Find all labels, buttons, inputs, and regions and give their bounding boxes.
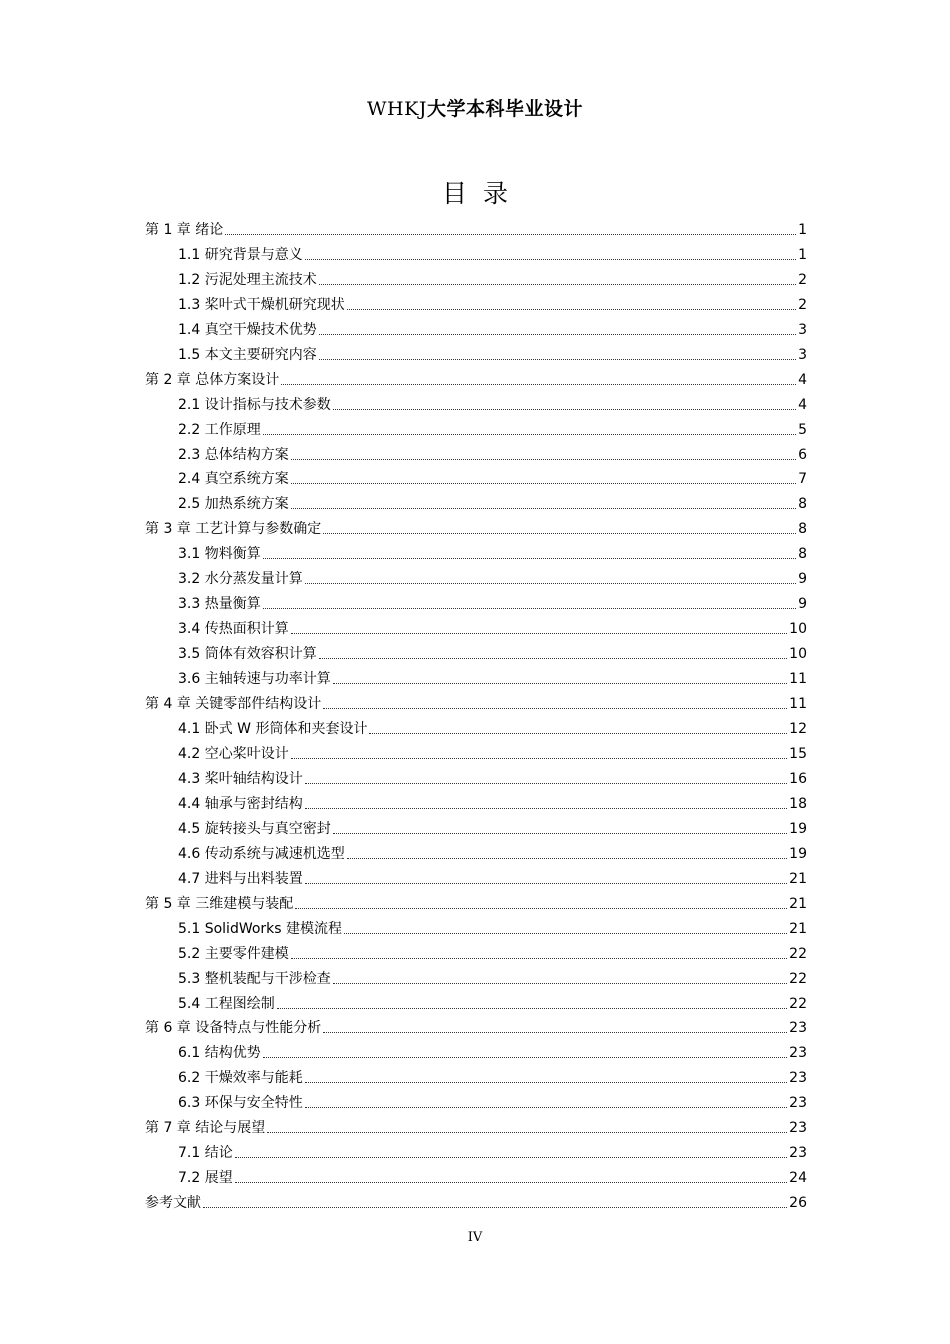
toc-chapter-entry[interactable] xyxy=(145,216,807,241)
toc-entry-page: 8 xyxy=(798,496,807,513)
toc-entry-label: 6.1 结构优势 xyxy=(178,1045,261,1062)
toc-section-entry[interactable] xyxy=(145,466,807,491)
toc-entry-page: 18 xyxy=(789,795,807,812)
toc-entry-label: 第 2 章 总体方案设计 xyxy=(145,371,280,388)
toc-section-entry[interactable] xyxy=(145,1089,807,1114)
toc-entry-page: 21 xyxy=(789,895,807,912)
dot-leader xyxy=(347,858,787,859)
toc-entry-label: 4.5 旋转接头与真空密封 xyxy=(178,820,331,837)
toc-section-entry[interactable] xyxy=(145,790,807,815)
dot-leader xyxy=(333,409,796,410)
toc-section-entry[interactable] xyxy=(145,391,807,416)
toc-entry-label: 4.6 传动系统与减速机选型 xyxy=(178,845,345,862)
toc-entry-page: 9 xyxy=(798,596,807,613)
toc-section-entry[interactable] xyxy=(145,341,807,366)
dot-leader xyxy=(267,1132,787,1133)
toc-entry-label: 2.1 设计指标与技术参数 xyxy=(178,396,331,413)
dot-leader xyxy=(263,1057,787,1058)
dot-leader xyxy=(281,384,796,385)
toc-entry-page: 22 xyxy=(789,995,807,1012)
toc-section-entry[interactable] xyxy=(145,815,807,840)
header-document-type: 大学本科毕业设计 xyxy=(426,98,583,120)
toc-entry-label: 1.4 真空干燥技术优势 xyxy=(178,321,317,338)
toc-entry-label: 第 6 章 设备特点与性能分析 xyxy=(145,1020,322,1037)
toc-entry-label: 4.4 轴承与密封结构 xyxy=(178,795,303,812)
toc-entry-label: 7.2 展望 xyxy=(178,1170,233,1187)
toc-entry-label: 6.2 干燥效率与能耗 xyxy=(178,1070,303,1087)
toc-entry-page: 26 xyxy=(789,1195,807,1212)
toc-entry-page: 23 xyxy=(789,1095,807,1112)
toc-entry-page: 23 xyxy=(789,1120,807,1137)
toc-section-entry[interactable] xyxy=(145,316,807,341)
dot-leader xyxy=(347,309,796,310)
toc-entry-label: 1.1 研究背景与意义 xyxy=(178,246,303,263)
toc-entry-label: 4.2 空心桨叶设计 xyxy=(178,745,289,762)
toc-entry-label: 3.4 传热面积计算 xyxy=(178,621,289,638)
toc-entry-page: 1 xyxy=(798,246,807,263)
toc-entry-label: 第 4 章 关键零部件结构设计 xyxy=(145,696,322,713)
toc-entry-page: 21 xyxy=(789,870,807,887)
toc-entry-label: 2.2 工作原理 xyxy=(178,421,261,438)
dot-leader xyxy=(319,284,796,285)
toc-section-entry[interactable] xyxy=(145,715,807,740)
dot-leader xyxy=(291,508,796,509)
dot-leader xyxy=(333,983,787,984)
running-header xyxy=(0,94,950,121)
dot-leader xyxy=(263,558,796,559)
toc-entry-label: 4.3 桨叶轴结构设计 xyxy=(178,770,303,787)
toc-section-entry[interactable] xyxy=(145,665,807,690)
toc-entry-page: 16 xyxy=(789,770,807,787)
dot-leader xyxy=(295,908,787,909)
dot-leader xyxy=(319,359,796,360)
toc-entry-page: 22 xyxy=(789,970,807,987)
dot-leader xyxy=(323,708,787,709)
dot-leader xyxy=(235,1182,787,1183)
toc-section-entry[interactable] xyxy=(145,840,807,865)
toc-section-entry[interactable] xyxy=(145,266,807,291)
dot-leader xyxy=(305,1107,787,1108)
dot-leader xyxy=(305,783,787,784)
toc-entry-label: 4.1 卧式 W 形筒体和夹套设计 xyxy=(178,721,368,738)
dot-leader xyxy=(333,683,787,684)
toc-entry-page: 9 xyxy=(798,571,807,588)
dot-leader xyxy=(319,658,787,659)
dot-leader xyxy=(291,958,787,959)
toc-entry-page: 6 xyxy=(798,446,807,463)
dot-leader xyxy=(277,1008,787,1009)
toc-section-entry[interactable] xyxy=(145,416,807,441)
toc-entry-label: 第 5 章 三维建模与装配 xyxy=(145,895,294,912)
toc-entry-label: 1.5 本文主要研究内容 xyxy=(178,346,317,363)
toc-section-entry[interactable] xyxy=(145,441,807,466)
dot-leader xyxy=(225,234,796,235)
toc-section-entry[interactable] xyxy=(145,915,807,940)
header-university-code: WHKJ xyxy=(367,98,427,120)
toc-entry-page: 3 xyxy=(798,321,807,338)
table-of-contents xyxy=(145,216,807,1214)
toc-title: 目录 xyxy=(441,179,524,208)
dot-leader xyxy=(291,459,796,460)
toc-entry-label: 3.1 物料衡算 xyxy=(178,546,261,563)
toc-entry-label: 2.3 总体结构方案 xyxy=(178,446,289,463)
toc-entry-page: 12 xyxy=(789,721,807,738)
dot-leader xyxy=(323,533,796,534)
toc-section-entry[interactable] xyxy=(145,1064,807,1089)
toc-entry-label: 4.7 进料与出料装置 xyxy=(178,870,303,887)
toc-chapter-entry[interactable] xyxy=(145,366,807,391)
toc-section-entry[interactable] xyxy=(145,640,807,665)
toc-chapter-entry[interactable] xyxy=(145,1189,807,1214)
toc-entry-label: 5.3 整机装配与干涉检查 xyxy=(178,970,331,987)
dot-leader xyxy=(203,1207,787,1208)
toc-section-entry[interactable] xyxy=(145,740,807,765)
dot-leader xyxy=(263,608,796,609)
toc-entry-page: 21 xyxy=(789,920,807,937)
toc-section-entry[interactable] xyxy=(145,590,807,615)
toc-entry-page: 1 xyxy=(798,221,807,238)
dot-leader xyxy=(291,758,787,759)
toc-entry-page: 23 xyxy=(789,1020,807,1037)
toc-section-entry[interactable] xyxy=(145,990,807,1015)
dot-leader xyxy=(305,259,796,260)
toc-entry-label: 3.3 热量衡算 xyxy=(178,596,261,613)
toc-entry-label: 6.3 环保与安全特性 xyxy=(178,1095,303,1112)
toc-entry-label: 3.2 水分蒸发量计算 xyxy=(178,571,303,588)
toc-section-entry[interactable] xyxy=(145,291,807,316)
toc-entry-label: 7.1 结论 xyxy=(178,1145,233,1162)
toc-entry-page: 22 xyxy=(789,945,807,962)
toc-entry-page: 5 xyxy=(798,421,807,438)
toc-entry-label: 2.4 真空系统方案 xyxy=(178,471,289,488)
toc-entry-page: 8 xyxy=(798,546,807,563)
toc-section-entry[interactable] xyxy=(145,540,807,565)
dot-leader xyxy=(333,833,787,834)
toc-entry-label: 1.3 桨叶式干燥机研究现状 xyxy=(178,296,345,313)
toc-section-entry[interactable] xyxy=(145,1139,807,1164)
dot-leader xyxy=(263,434,796,435)
toc-entry-page: 23 xyxy=(789,1070,807,1087)
toc-entry-page: 4 xyxy=(798,371,807,388)
toc-entry-page: 24 xyxy=(789,1170,807,1187)
dot-leader xyxy=(305,808,787,809)
toc-entry-page: 8 xyxy=(798,521,807,538)
toc-chapter-entry[interactable] xyxy=(145,890,807,915)
toc-chapter-entry[interactable] xyxy=(145,690,807,715)
toc-entry-label: 3.6 主轴转速与功率计算 xyxy=(178,671,331,688)
dot-leader xyxy=(344,933,787,934)
toc-section-entry[interactable] xyxy=(145,965,807,990)
page-number: IV xyxy=(467,1230,483,1245)
toc-entry-page: 2 xyxy=(798,271,807,288)
toc-entry-page: 23 xyxy=(789,1045,807,1062)
dot-leader xyxy=(323,1032,787,1033)
toc-chapter-entry[interactable] xyxy=(145,1015,807,1040)
toc-entry-page: 10 xyxy=(789,621,807,638)
toc-entry-page: 4 xyxy=(798,396,807,413)
toc-entry-page: 7 xyxy=(798,471,807,488)
toc-chapter-entry[interactable] xyxy=(145,515,807,540)
toc-entry-label: 5.2 主要零件建模 xyxy=(178,945,289,962)
dot-leader xyxy=(319,334,796,335)
toc-entry-page: 23 xyxy=(789,1145,807,1162)
toc-entry-page: 2 xyxy=(798,296,807,313)
toc-section-entry[interactable] xyxy=(145,940,807,965)
toc-entry-label: 第 3 章 工艺计算与参数确定 xyxy=(145,521,322,538)
dot-leader xyxy=(291,483,796,484)
toc-entry-page: 11 xyxy=(789,671,807,688)
toc-entry-label: 3.5 筒体有效容积计算 xyxy=(178,646,317,663)
toc-entry-page: 11 xyxy=(789,696,807,713)
dot-leader xyxy=(305,1082,787,1083)
toc-entry-label: 2.5 加热系统方案 xyxy=(178,496,289,513)
toc-entry-page: 10 xyxy=(789,646,807,663)
toc-section-entry[interactable] xyxy=(145,1039,807,1064)
toc-entry-label: 1.2 污泥处理主流技术 xyxy=(178,271,317,288)
dot-leader xyxy=(305,583,796,584)
toc-entry-page: 19 xyxy=(789,820,807,837)
toc-section-entry[interactable] xyxy=(145,615,807,640)
dot-leader xyxy=(235,1157,787,1158)
toc-entry-label: 第 7 章 结论与展望 xyxy=(145,1120,266,1137)
toc-section-entry[interactable] xyxy=(145,241,807,266)
toc-section-entry[interactable] xyxy=(145,765,807,790)
toc-chapter-entry[interactable] xyxy=(145,1114,807,1139)
toc-section-entry[interactable] xyxy=(145,490,807,515)
toc-entry-page: 19 xyxy=(789,845,807,862)
toc-entry-label: 5.4 工程图绘制 xyxy=(178,995,275,1012)
toc-entry-label: 5.1 SolidWorks 建模流程 xyxy=(178,920,343,937)
toc-entry-page: 15 xyxy=(789,745,807,762)
toc-entry-label: 第 1 章 绪论 xyxy=(145,221,224,238)
toc-entry-label: 参考文献 xyxy=(145,1195,201,1212)
toc-section-entry[interactable] xyxy=(145,865,807,890)
toc-entry-page: 3 xyxy=(798,346,807,363)
toc-section-entry[interactable] xyxy=(145,565,807,590)
dot-leader xyxy=(291,633,787,634)
dot-leader xyxy=(305,883,787,884)
toc-section-entry[interactable] xyxy=(145,1164,807,1189)
dot-leader xyxy=(369,733,787,734)
